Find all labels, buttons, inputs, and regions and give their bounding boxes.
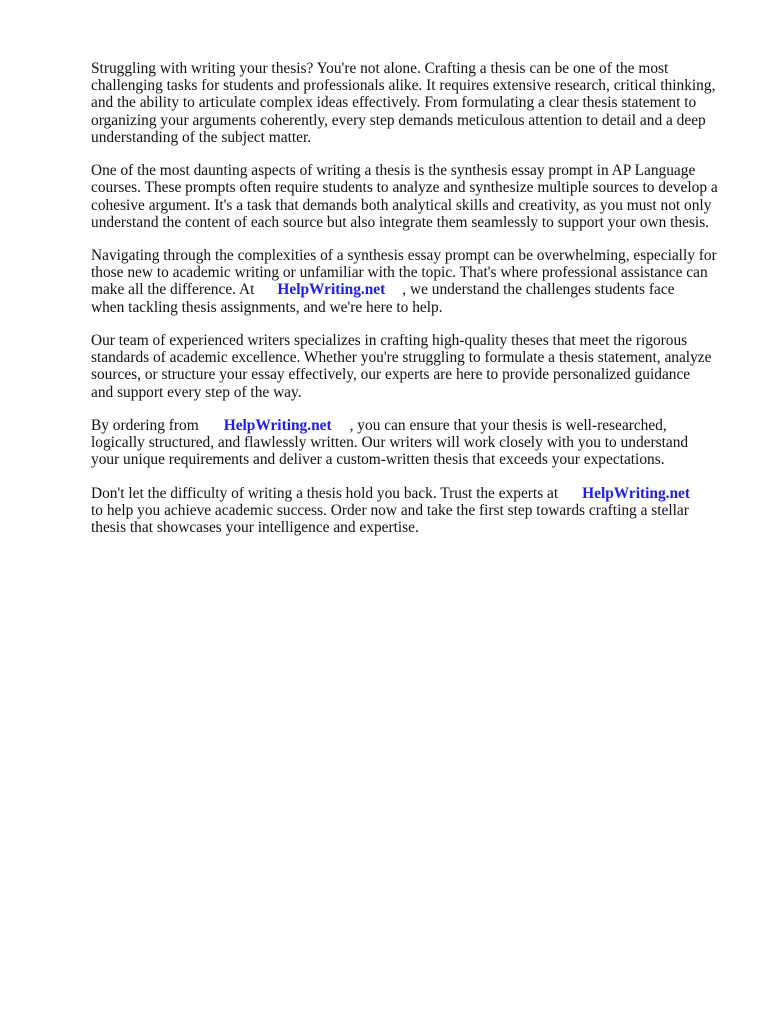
text-segment: By ordering from (91, 416, 199, 434)
text-segment: , we understand the challenges students face (402, 281, 675, 299)
text-segment: Don't let the difficulty of writing a thesis hold you back. Trust the experts at (91, 484, 559, 502)
paragraph-ordering (91, 417, 731, 469)
text-line: understand the content of each source but also integrate them seamlessly to support your own thesis. (91, 213, 710, 231)
text-line: Struggling with writing your thesis? You're not alone. Crafting a thesis can be one of the most (91, 60, 669, 77)
helpwriting-link[interactable]: HelpWriting.net (582, 484, 691, 502)
text-line: to help you achieve academic success. Order now and take the first step towards crafting a stellar (91, 501, 689, 519)
text-line: Our team of experienced writers specializes in crafting high-quality theses that meet the rigorous (91, 332, 688, 349)
text-line: logically structured, and flawlessly written. Our writers will work closely with you to understand (91, 434, 689, 452)
text-line: courses. These prompts often require students to analyze and synthesize multiple sources to develop a (91, 179, 718, 197)
text-segment: , you can ensure that your thesis is well-researched, (349, 416, 667, 434)
helpwriting-link[interactable]: HelpWriting.net (277, 281, 386, 299)
text-line: cohesive argument. It's a task that demands both analytical skills and creativity, as you must not only (91, 196, 712, 214)
text-line-with-link (91, 485, 731, 502)
helpwriting-link[interactable]: HelpWriting.net (223, 416, 332, 434)
text-line: challenging tasks for students and professionals alike. It requires extensive research, critical thinking, (91, 77, 716, 95)
paragraph-navigating (91, 247, 731, 316)
paragraph-team (91, 332, 731, 401)
text-line: your unique requirements and deliver a custom-written thesis that exceeds your expectations. (91, 451, 665, 469)
text-line: sources, or structure your essay effectively, our experts are here to provide personalized guidance (91, 366, 691, 384)
paragraph-intro (91, 60, 731, 146)
text-line: organizing your arguments coherently, every step demands meticulous attention to detail and a deep (91, 111, 706, 129)
text-line: when tackling thesis assignments, and we're here to help. (91, 298, 443, 316)
text-line: understanding of the subject matter. (91, 128, 312, 146)
text-line-with-link (91, 417, 731, 434)
text-line: standards of academic excellence. Whether you're struggling to formulate a thesis statement, analyze (91, 349, 712, 367)
text-line: Navigating through the complexities of a synthesis essay prompt can be overwhelming, especially for (91, 247, 717, 265)
text-line: thesis that showcases your intelligence and expertise. (91, 519, 419, 537)
document-page (91, 60, 731, 552)
paragraph-call-to-action (91, 485, 731, 537)
text-line: and the ability to articulate complex ideas effectively. From formulating a clear thesis statement to (91, 94, 697, 112)
text-line: and support every step of the way. (91, 383, 302, 401)
text-segment: make all the difference. At (91, 281, 255, 299)
text-line: those new to academic writing or unfamiliar with the topic. That's where professional assistance can (91, 264, 708, 282)
text-line-with-link (91, 281, 731, 298)
paragraph-synthesis-prompt (91, 162, 731, 231)
text-line: One of the most daunting aspects of writing a thesis is the synthesis essay prompt in AP Language (91, 162, 696, 180)
